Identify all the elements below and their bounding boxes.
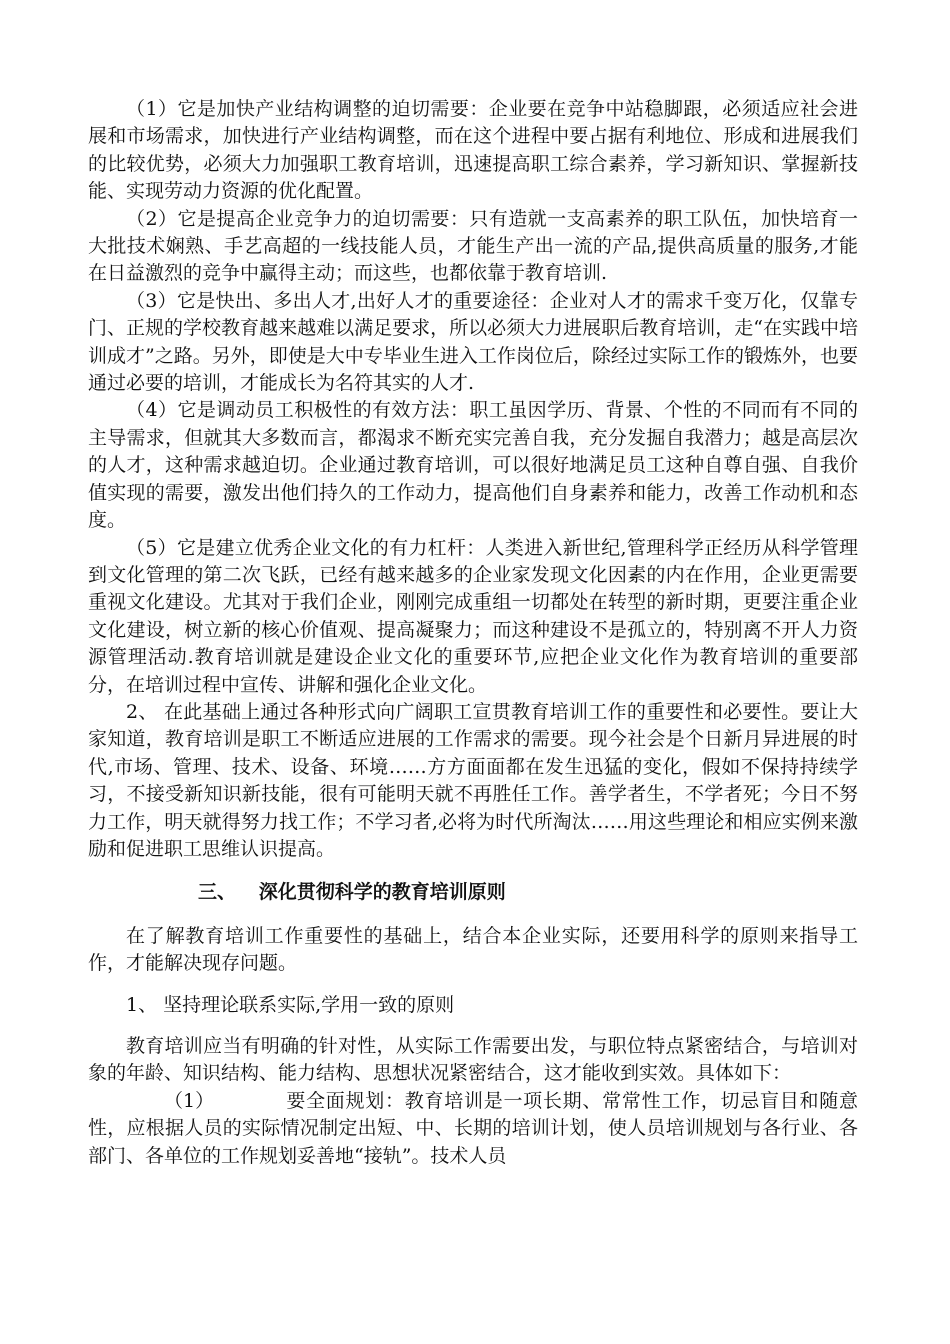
section-intro: 在了解教育培训工作重要性的基础上，结合本企业实际，还要用科学的原则来指导工作，才能解决现存问题。 xyxy=(88,924,858,975)
section-number: 三、 xyxy=(198,881,237,904)
section-heading xyxy=(88,879,858,906)
item-1 xyxy=(88,1088,858,1170)
paragraph-3: （3）它是快出、多出人才,出好人才的重要途径：企业对人才的需求千变万化，仅靠专门、正规的学校教育越来越难以满足要求，所以必须大力进展职后教育培训，走“在实践中培训成才”之路。另外，即使是大中专毕业生进入工作岗位后，除经过实际工作的锻炼外，也要通过必要的培训，才能成长为名符其实的人才. xyxy=(88,289,858,395)
paragraph-6: 2、 在此基础上通过各种形式向广阔职工宣贯教育培训工作的重要性和必要性。要让大家知道，教育培训是职工不断适应进展的工作需求的需要。现今社会是个日新月异进展的时代,市场、管理、技术、设备、环境……方方面面都在发生迅猛的变化，假如不保持持续学习，不接受新知识新技能，很有可能明天就不再胜任工作。善学者生，不学者死；今日不努力工作，明天就得努力找工作；不学习者,必将为时代所淘汰……用这些理论和相应实例来激励和促进职工思维认识提高。 xyxy=(88,700,858,860)
section-title: 深化贯彻科学的教育培训原则 xyxy=(258,881,506,904)
principle-1-title: 1、 坚持理论联系实际,学用一致的原则 xyxy=(126,993,455,1016)
item-1-text: 要全面规划：教育培训是一项长期、常常性工作，切忌盲目和随意性，应根据人员的实际情况制定出短、中、长期的培训计划，使人员培训规划与各行业、各部门、各单位的工作规划妥善地“接轨”。技术人员 xyxy=(88,1089,858,1167)
paragraph-1: （1）它是加快产业结构调整的迫切需要：企业要在竞争中站稳脚跟，必须适应社会进展和市场需求，加快进行产业结构调整，而在这个进程中要占据有利地位、形成和进展我们的比较优势，必须大力加强职工教育培训，迅速提高职工综合素养，学习新知识、掌握新技能、实现劳动力资源的优化配置。 xyxy=(88,98,858,203)
principle-1-body: 教育培训应当有明确的针对性，从实际工作需要出发，与职位特点紧密结合，与培训对象的年龄、知识结构、能力结构、思想状况紧密结合，这才能收到实效。具体如下： xyxy=(88,1035,858,1085)
paragraph-2: （2）它是提高企业竞争力的迫切需要：只有造就一支高素养的职工队伍，加快培育一大批技术娴熟、手艺高超的一线技能人员，才能生产出一流的产品,提供高质量的服务,才能在日益激烈的竞争中赢得主动；而这些，也都依靠于教育培训. xyxy=(88,207,858,285)
paragraph-5: （5）它是建立优秀企业文化的有力杠杆：人类进入新世纪,管理科学正经历从科学管理到文化管理的第二次飞跃，已经有越来越多的企业家发现文化因素的内在作用，企业更需要重视文化建设。尤其对于我们企业，刚刚完成重组一切都处在转型的新时期，更要注重企业文化建设，树立新的核心价值观、提高凝聚力；而这种建设不是孤立的，特别离不开人力资源管理活动.教育培训就是建设企业文化的重要环节,应把企业文化作为教育培训的重要部分，在培训过程中宣传、讲解和强化企业文化。 xyxy=(88,536,858,696)
paragraph-4: （4）它是调动员工积极性的有效方法：职工虽因学历、背景、个性的不同而有不同的主导需求，但就其大多数而言，都渴求不断充实完善自我，充分发掘自我潜力；越是高层次的人才，这种需求越迫切。企业通过教育培训，可以很好地满足员工这种自尊自强、自我价值实现的需要，激发出他们持久的工作动力，提高他们自身素养和能力，改善工作动机和态度。 xyxy=(88,399,858,532)
document-page xyxy=(88,96,858,1170)
item-1-label: （1） xyxy=(164,1089,215,1112)
